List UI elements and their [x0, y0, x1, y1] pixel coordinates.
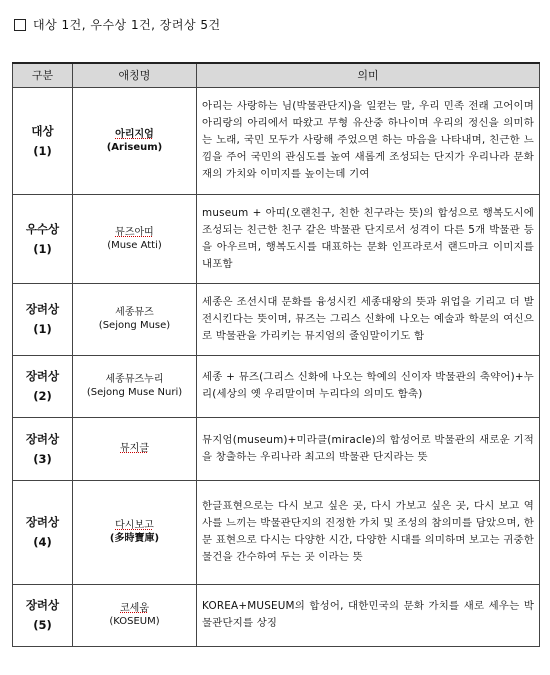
award-count: (1): [33, 322, 52, 336]
nickname-en: (Muse Atti): [107, 239, 162, 251]
name-cell: [73, 480, 197, 584]
name-cell: [73, 283, 197, 355]
table-row: [13, 584, 540, 646]
nickname-en: (Sejong Muse): [98, 320, 171, 331]
award-cell: [13, 283, 73, 355]
table-row: [13, 87, 540, 194]
nickname: 뮤지클: [120, 443, 149, 454]
meaning-text: 세종 + 뮤즈(그리스 신화에 나오는 학예의 신이자 박물관의 축약어)+누리(세상의 옛 우리말이며 누리다의 의미도 함축): [197, 355, 540, 417]
award-label: 장려상: [25, 431, 60, 446]
meaning-text: 아리는 사랑하는 님(박물관단지)을 일컫는 말, 우리 민족 전래 고어이며 아리랑의 아리에서 따왔고 무형 유산중 하나이며 우리의 정신을 의미하는 노래, 국민 모두가 사랑해 주었으면 하는 마음을 나타내며, 친근한 느낌을 주어 국민의 관심도를 높여 새롭게 조성되는 단지가 우리나라 문화재의 가치와 이미지를 높이는데 기여: [197, 87, 540, 194]
award-cell: [13, 87, 73, 194]
nickname: 다시보고: [115, 520, 154, 531]
meaning-text: 세종은 조선시대 문화를 융성시킨 세종대왕의 뜻과 위업을 기리고 더 발전시킨다는 뜻이며, 뮤즈는 그리스 신화에 나오는 예술과 학문의 여신으로 박물관을 가리키는 뮤지엄의 줄임말이기도 함: [197, 283, 540, 355]
nickname: 세종뮤즈누리: [105, 374, 164, 385]
meaning-text: KOREA+MUSEUM의 합성어, 대한민국의 문화 가치를 새로 세우는 박물관단지를 상징: [197, 584, 540, 646]
meaning-text: 한글표현으로는 다시 보고 싶은 곳, 다시 가보고 싶은 곳, 다시 보고 역사를 느끼는 박물관단지의 진정한 가치 및 조성의 참의미를 담았으며, 한문 표현으로 다시는 다양한 시간, 다양한 시대를 의미하며 보고는 귀중한 물건을 간수하여 두는 곳 이라는 뜻: [197, 480, 540, 584]
nickname: 세종뮤즈: [115, 307, 154, 318]
award-table: [12, 62, 540, 647]
award-label: 장려상: [25, 369, 60, 383]
nickname-en: (KOSEUM): [109, 616, 160, 627]
award-label: 장려상: [25, 598, 60, 612]
checkbox-icon: [14, 19, 26, 31]
award-count: (2): [33, 389, 52, 403]
table-row: [13, 194, 540, 283]
name-cell: [73, 194, 197, 283]
award-label: 우수상: [25, 221, 60, 236]
name-cell: [73, 355, 197, 417]
nickname: 아리지엄: [115, 128, 154, 140]
award-cell: [13, 194, 73, 283]
award-label: 장려상: [25, 302, 60, 316]
nickname: 뮤즈아띠: [115, 226, 154, 238]
nickname-en: (Ariseum): [106, 141, 163, 153]
table-header-row: [13, 63, 540, 87]
header-meaning: 의미: [197, 63, 540, 87]
meaning-text: 뮤지엄(museum)+미라클(miracle)의 합성어로 박물관의 새로운 기적을 창출하는 우리나라 최고의 박물관 단지라는 뜻: [197, 417, 540, 480]
award-label: 장려상: [25, 515, 60, 529]
award-count: (3): [33, 451, 52, 466]
name-cell: [73, 87, 197, 194]
award-count: (4): [33, 535, 52, 549]
table-row: [13, 283, 540, 355]
nickname-en: (Sejong Muse Nuri): [86, 387, 183, 398]
section-heading: [14, 16, 221, 33]
award-count: (5): [33, 618, 52, 632]
nickname: 코세움: [120, 603, 149, 614]
name-cell: [73, 417, 197, 480]
award-cell: [13, 417, 73, 480]
award-count: (1): [33, 241, 52, 256]
meaning-text: museum + 아띠(오랜친구, 친한 친구라는 뜻)의 합성으로 행복도시에 조성되는 친근한 친구 같은 박물관 단지로서 성격이 다른 5개 박물관 등을 아우르며, 행복도시를 대표하는 문화 인프라로서 랜드마크 이미지를 내포함: [197, 194, 540, 283]
award-cell: [13, 480, 73, 584]
name-cell: [73, 584, 197, 646]
header-nickname: 애칭명: [73, 63, 197, 87]
award-cell: [13, 584, 73, 646]
award-count: (1): [33, 143, 52, 158]
nickname-en: (多時寶庫): [109, 533, 160, 544]
heading-text: 대상 1건, 우수상 1건, 장려상 5건: [33, 18, 221, 32]
table-row: [13, 355, 540, 417]
table-row: [13, 417, 540, 480]
table-row: [13, 480, 540, 584]
award-cell: [13, 355, 73, 417]
award-label: 대상: [31, 123, 54, 138]
header-category: 구분: [13, 63, 73, 87]
